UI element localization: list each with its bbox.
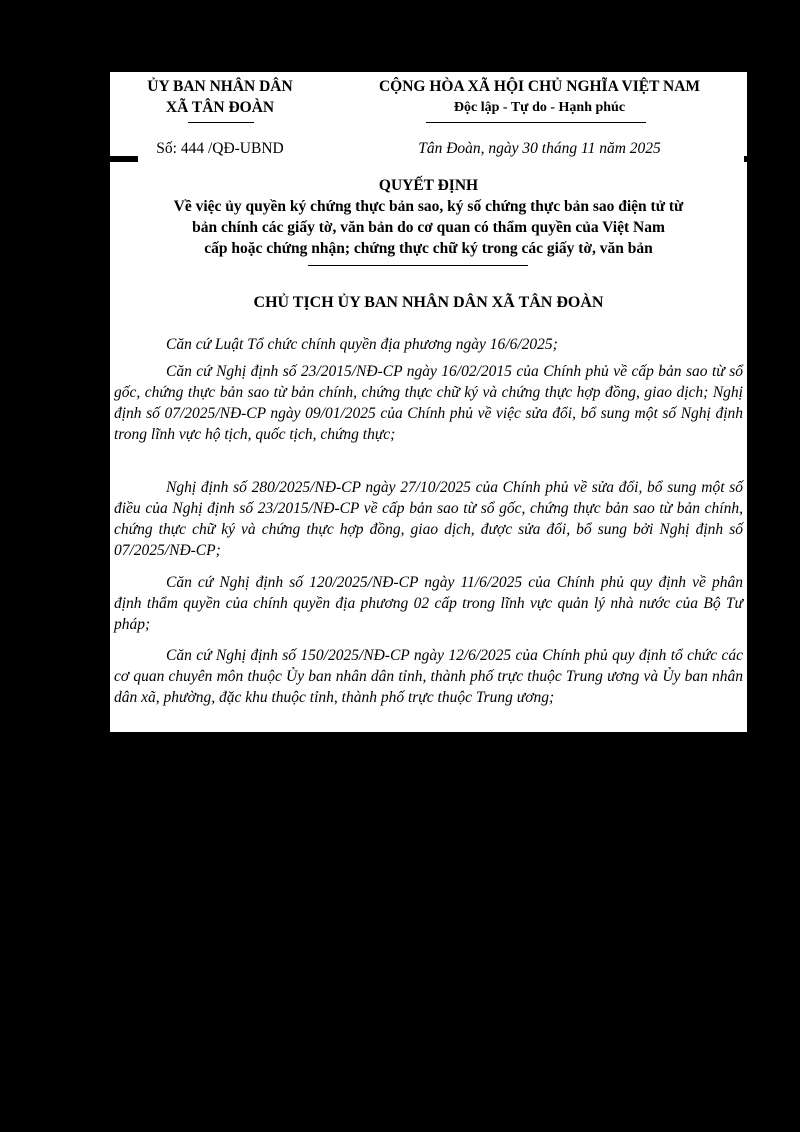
title-underline [308,265,528,266]
subject-line-1: Về việc ủy quyền ký chứng thực bản sao, ký số chứng thực bản sao điện tử từ [173,198,684,215]
document-page [110,72,747,732]
document-number: Số: 444 /QĐ-UBND [156,140,284,157]
document-title: QUYẾT ĐỊNH [378,177,479,194]
legal-basis-4: Căn cứ Nghị định số 120/2025/NĐ-CP ngày 11/6/2025 của Chính phủ quy định về phân định thẩm quyền của chính quyền địa phương 02 cấp trong lĩnh vực quản lý nhà nước của Bộ Tư pháp; [114,574,743,633]
agency-underline [188,122,254,123]
subject-line-2: bản chính các giấy tờ, văn bản do cơ quan có thẩm quyền của Việt Nam [192,219,665,236]
motto-underline [426,122,646,123]
place-and-date: Tân Đoàn, ngày 30 tháng 11 năm 2025 [418,140,661,157]
commune-name: XÃ TÂN ĐOÀN [165,99,275,116]
issuer-heading: CHỦ TỊCH ỦY BAN NHÂN DÂN XÃ TÂN ĐOÀN [253,294,604,311]
nation-name: CỘNG HÒA XÃ HỘI CHỦ NGHĨA VIỆT NAM [378,78,701,95]
legal-basis-2: Căn cứ Nghị định số 23/2015/NĐ-CP ngày 16/02/2015 của Chính phủ về cấp bản sao từ sổ gốc, chứng thực bản sao từ bản chính, chứng thực chữ ký và chứng thực hợp đồng, giao dịch; Nghị định số 07/2025/NĐ-CP ngày 09/01/2025 của Chính phủ về việc sửa đổi, bổ sung một số Nghị định trong lĩnh vực hộ tịch, quốc tịch, chứng thực; [114,363,743,443]
legal-basis-5: Căn cứ Nghị định số 150/2025/NĐ-CP ngày 12/6/2025 của Chính phủ quy định tổ chức các cơ quan chuyên môn thuộc Ủy ban nhân dân tỉnh, thành phố trực thuộc Trung ương và Ủy ban nhân dân xã, phường, đặc khu thuộc tỉnh, thành phố trực thuộc Trung ương; [114,647,743,706]
agency-name: ỦY BAN NHÂN DÂN [147,78,293,95]
subject-line-3: cấp hoặc chứng nhận; chứng thực chữ ký trong các giấy tờ, văn bản [204,240,653,257]
legal-basis-3: Nghị định số 280/2025/NĐ-CP ngày 27/10/2025 của Chính phủ về sửa đổi, bổ sung một số điều của Nghị định số 23/2015/NĐ-CP về cấp bản sao từ sổ gốc, chứng thực bản sao từ bản chính, chứng thực chữ ký và chứng thực hợp đồng, giao dịch, được sửa đổi, bổ sung bởi Nghị định số 07/2025/NĐ-CP; [114,479,743,559]
national-motto: Độc lập - Tự do - Hạnh phúc [453,100,626,115]
legal-basis-1: Căn cứ Luật Tổ chức chính quyền địa phương ngày 16/6/2025; [166,336,558,353]
